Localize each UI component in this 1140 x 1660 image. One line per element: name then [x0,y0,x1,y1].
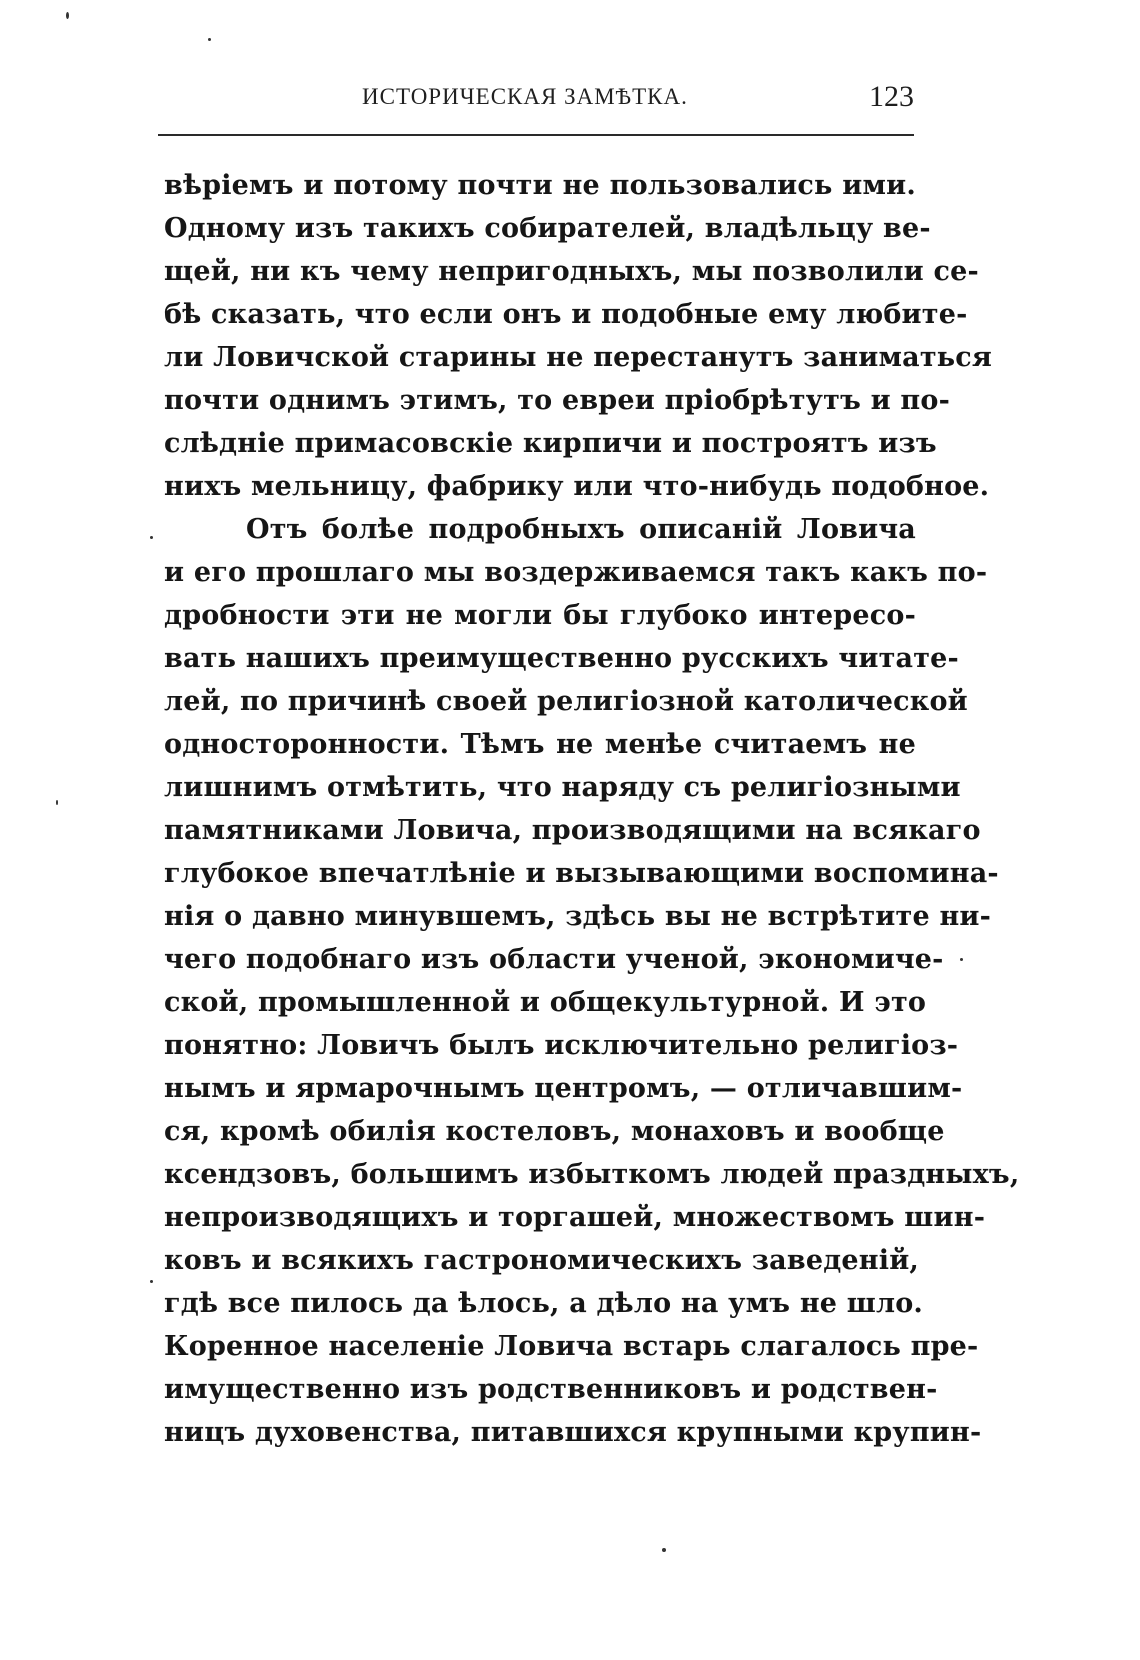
running-head [158,80,914,124]
scan-speck [66,12,69,19]
text-line: ся, кромѣ обилія костеловъ, монаховъ и вообще [164,1116,945,1147]
text-line: лей, по причинѣ своей религіозной католической [164,686,968,717]
scan-speck [662,1548,666,1552]
text-line: глубокое впечатлѣніе и вызывающими воспомина- [164,858,999,889]
text-line: односторонности. Тѣмъ не менѣе считаемъ не [164,729,916,760]
scan-speck [150,1280,153,1283]
paragraph-first-line: Отъ болѣе подробныхъ описаній Ловича [246,514,916,545]
text-line: бѣ сказать, что если онъ и подобные ему любите- [164,299,968,330]
text-line: Коренное населеніе Ловича встарь слагалось пре- [164,1331,979,1362]
scan-speck [208,38,211,41]
text-line: нія о давно минувшемъ, здѣсь вы не встрѣтите ни- [164,901,992,932]
text-line: ской, промышленной и общекультурной. И это [164,987,927,1018]
text-line: гдѣ все пилось да ѣлось, а дѣло на умъ не шло. [164,1288,924,1319]
text-line: нымъ и ярмарочнымъ центромъ, — отличавшим- [164,1073,963,1104]
text-line: и его прошлаго мы воздерживаемся такъ какъ по- [164,557,988,588]
text-line: щей, ни къ чему непригодныхъ, мы позволили се- [164,256,979,287]
text-line: ковъ и всякихъ гастрономическихъ заведеній, [164,1245,920,1276]
text-line: непроизводящихъ и торгашей, множествомъ шин- [164,1202,986,1233]
text-line: ли Ловичской старины не перестанутъ заниматься [164,342,993,373]
text-line: понятно: Ловичъ былъ исключительно религіоз- [164,1030,959,1061]
text-line: лишнимъ отмѣтить, что наряду съ религіозными [164,772,961,803]
text-line: чего подобнаго изъ области ученой, экономиче- [164,944,944,975]
body-text [164,164,1020,1454]
text-line: Одному изъ такихъ собирателей, владѣльцу ве- [164,213,931,244]
scan-speck [56,800,58,805]
text-line: ницъ духовенства, питавшихся крупными крупин- [164,1417,982,1448]
scan-speck [960,958,963,961]
text-line: слѣдніе примасовскіе кирпичи и построятъ изъ [164,428,937,459]
scan-speck [150,536,153,539]
text-line: вѣріемъ и потому почти не пользовались ими. [164,170,916,201]
text-line: вать нашихъ преимущественно русскихъ читате- [164,643,959,674]
page-number: 123 [869,80,914,113]
text-line: памятниками Ловича, производящими на всякаго [164,815,981,846]
running-head-title: ИСТОРИЧЕСКАЯ ЗАМѢТКА. [362,84,688,109]
text-line: имущественно изъ родственниковъ и родствен- [164,1374,938,1405]
text-line: почти однимъ этимъ, то евреи пріобрѣтутъ и по- [164,385,951,416]
text-line: ксендзовъ, большимъ избыткомъ людей праздныхъ, [164,1159,1020,1190]
text-line: дробности эти не могли бы глубоко интересо- [164,600,916,631]
text-line: нихъ мельницу, фабрику или что-нибудь подобное. [164,471,990,502]
header-rule [158,134,914,136]
